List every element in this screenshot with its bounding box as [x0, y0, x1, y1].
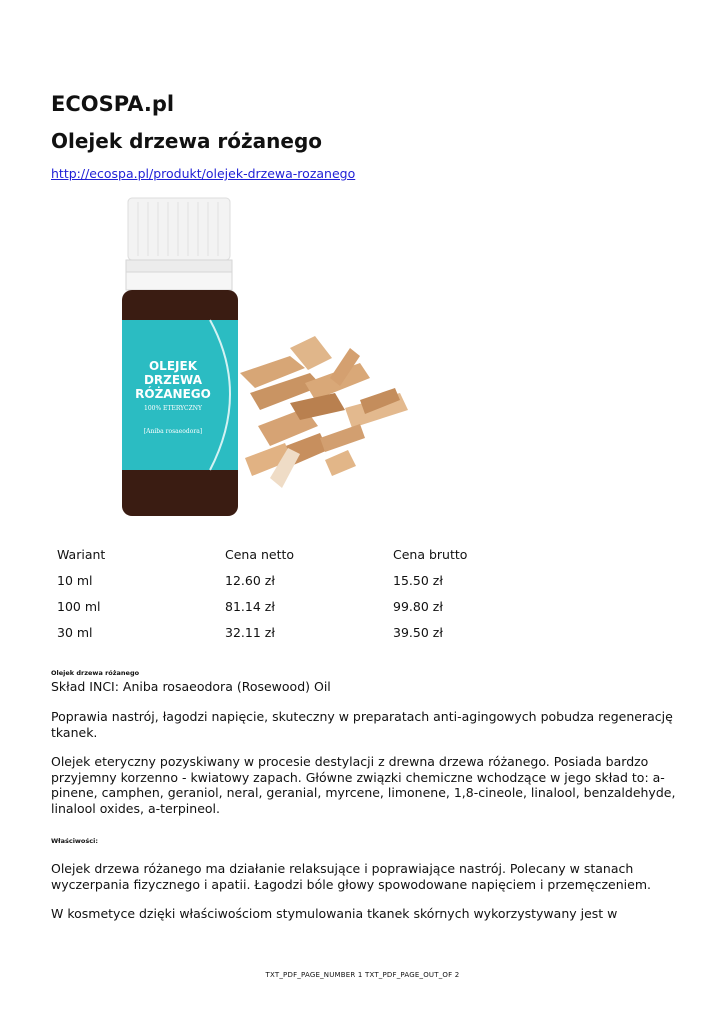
label-tag: 100% ETERYCZNY — [144, 405, 202, 412]
label-line2: DRZEWA — [143, 373, 203, 387]
paragraph-intro: Poprawia nastrój, łagodzi napięcie, skuteczny w preparatach anti-agingowych pobudza regenerację tkanek. — [51, 709, 673, 740]
table-cell: 99.80 zł — [393, 598, 443, 614]
page-title: Olejek drzewa różanego — [51, 129, 323, 153]
paragraph-details: Olejek eteryczny pozyskiwany w procesie destylacji z drewna drzewa różanego. Posiada bardzo przyjemny korzenno - kwiatowy zapach. Główne związki chemiczne wchodzące w jego skład to: a-pinene, camphen, geraniol, neral, geranial, myrcene, limonene, 1,8-cineole, linalool, benzaldehyde, linalool oxides, a-terpineol. — [51, 754, 676, 816]
bottle — [122, 198, 238, 516]
table-cell: 32.11 zł — [225, 624, 275, 640]
table-cell: 15.50 zł — [393, 572, 443, 588]
label-line3: RÓŻANEGO — [135, 387, 211, 401]
table-cell: 12.60 zł — [225, 572, 275, 588]
price-table — [51, 541, 555, 645]
subheading-product: Olejek drzewa różanego — [51, 669, 140, 677]
header-cell: Cena brutto — [393, 546, 468, 562]
paragraph-properties: Olejek drzewa różanego ma działanie relaksujące i poprawiające nastrój. Polecany w stanach wyczerpania fizycznego i apatii. Łagodzi bóle głowy spowodowane napięciem i przemęczeniem. — [51, 861, 651, 892]
label-line1: OLEJEK — [148, 359, 198, 373]
header-cell: Cena netto — [225, 546, 295, 562]
inci-text: Skład INCI: Aniba rosaeodora (Rosewood) Oil — [51, 679, 331, 694]
table-header-row — [51, 541, 555, 567]
table-cell: 39.50 zł — [393, 624, 443, 640]
site-title: ECOSPA.pl — [51, 92, 175, 116]
page-footer: TXT_PDF_PAGE_NUMBER 1 TXT_PDF_PAGE_OUT_OF 2 — [265, 971, 460, 979]
wood-chips — [240, 336, 408, 488]
paragraph-cosmetics: W kosmetyce dzięki właściwościom stymulowania tkanek skórnych wykorzystywany jest w — [51, 906, 618, 921]
table-cell: 100 ml — [57, 598, 101, 614]
subheading-properties: Właściwości: — [51, 837, 98, 845]
table-cell: 30 ml — [57, 624, 93, 640]
table-cell: 10 ml — [57, 572, 93, 588]
table-row — [51, 619, 555, 645]
table-row — [51, 593, 555, 619]
product-link[interactable]: http://ecospa.pl/produkt/olejek-drzewa-rozanego — [51, 166, 356, 181]
product-image — [60, 188, 420, 518]
table-row — [51, 567, 555, 593]
label-latin: [Aniba rosaeodora] — [143, 428, 203, 435]
header-cell: Wariant — [57, 546, 106, 562]
table-cell: 81.14 zł — [225, 598, 275, 614]
